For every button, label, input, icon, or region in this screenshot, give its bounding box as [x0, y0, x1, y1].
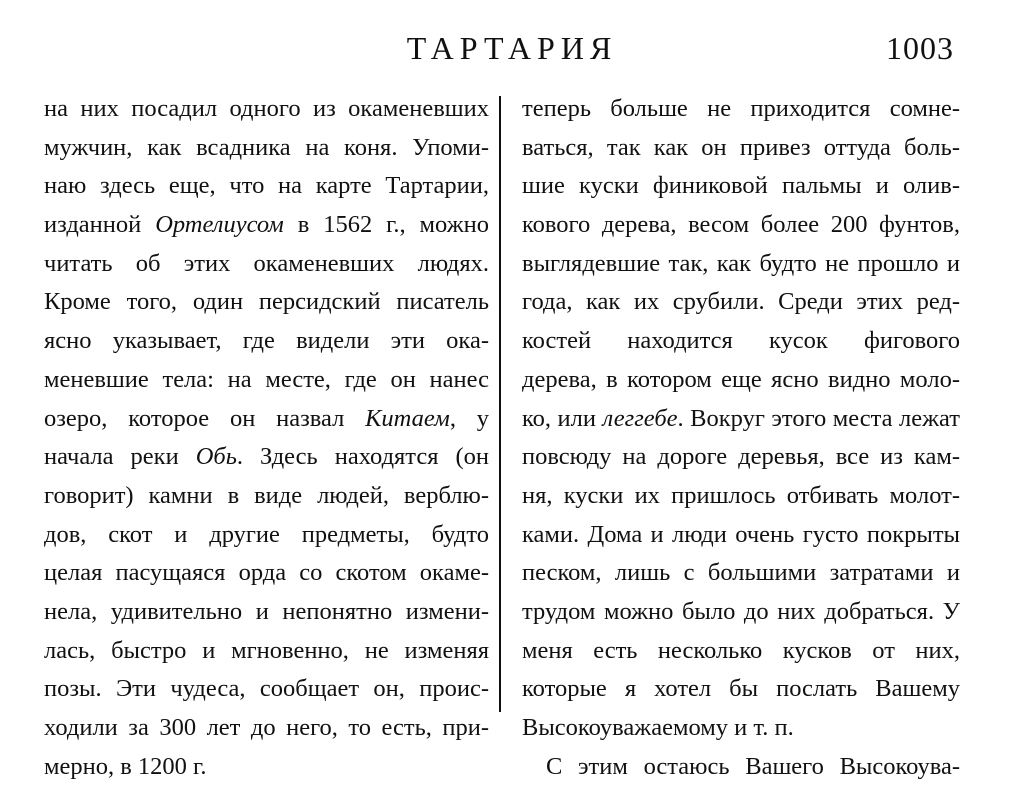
line-text: песком, лишь с большими затратами и	[522, 559, 960, 587]
line-text: начала реки	[44, 443, 196, 471]
line-text: лась, быстро и мгновенно, не изменяя	[44, 636, 489, 664]
text-line	[522, 516, 960, 555]
text-line	[522, 245, 960, 284]
text-line	[522, 167, 960, 206]
line-text: изданной	[44, 211, 156, 239]
line-text: . Здесь находятся (он	[236, 443, 490, 471]
line-text: меня есть несколько кусков от них,	[522, 636, 960, 664]
text-line	[44, 90, 489, 129]
line-text: позы. Эти чудеса, сообщает он, проис-	[44, 675, 489, 703]
text-line	[44, 670, 489, 709]
text-line	[522, 632, 960, 671]
left-text-column	[44, 90, 489, 786]
line-text: теперь больше не приходится сомне-	[522, 95, 960, 122]
column-divider	[499, 96, 501, 712]
line-text: ко, или	[522, 404, 603, 432]
line-text: меневшие тела: на месте, где он нанес	[44, 365, 489, 393]
text-line	[522, 283, 960, 322]
line-text: говорит) камни в виде людей, верблю-	[44, 481, 489, 509]
text-line	[44, 129, 489, 168]
italic-text: Китаем	[365, 404, 450, 432]
line-text: выглядевшие так, как будто не прошло и	[522, 249, 960, 277]
line-text: нела, удивительно и непонятно измени-	[44, 597, 489, 625]
line-text: в 1562 г., можно	[283, 211, 489, 239]
line-text: костей находится кусок фигового	[522, 327, 960, 355]
text-line	[44, 322, 489, 361]
text-line	[44, 632, 489, 671]
italic-text: Ортелиусом	[155, 211, 284, 239]
text-line	[522, 361, 960, 400]
text-line	[44, 516, 489, 555]
text-line	[44, 593, 489, 632]
right-text-column	[522, 90, 960, 786]
text-line	[44, 477, 489, 516]
text-line	[44, 554, 489, 593]
line-text: С этим остаюсь Вашего Высокоува-	[546, 752, 960, 780]
text-line	[522, 90, 960, 129]
line-text: ня, куски их пришлось отбивать молот-	[522, 481, 960, 509]
text-line	[522, 400, 960, 439]
text-line	[522, 129, 960, 168]
line-text: шие куски финиковой пальмы и олив-	[522, 172, 960, 200]
text-line	[44, 206, 489, 245]
line-text: читать об этих окаменевших людях.	[44, 249, 489, 277]
text-line	[522, 322, 960, 361]
line-text: повсюду на дороге деревья, все из кам-	[522, 443, 960, 471]
text-line	[522, 709, 960, 748]
line-text: . Вокруг этого места лежат	[677, 404, 960, 432]
text-line	[522, 206, 960, 245]
line-text: наю здесь еще, что на карте Тартарии,	[44, 172, 489, 200]
text-line	[522, 438, 960, 477]
page-number: 1003	[886, 30, 954, 66]
line-text: года, как их срубили. Среди этих ред-	[522, 288, 960, 316]
line-text: , у	[449, 404, 490, 432]
text-line	[44, 400, 489, 439]
text-line	[522, 477, 960, 516]
line-text: которые я хотел бы послать Вашему	[522, 675, 960, 703]
text-line	[44, 167, 489, 206]
text-line	[44, 748, 489, 786]
text-line	[44, 438, 489, 477]
text-line	[522, 748, 960, 786]
text-line	[522, 593, 960, 632]
italic-text: леггебе	[602, 404, 678, 432]
line-text: мужчин, как всадника на коня. Упоми-	[44, 133, 489, 161]
line-text: Высокоуважаемому и т. п.	[522, 714, 794, 741]
line-text: трудом можно было до них добраться. У	[522, 597, 960, 625]
line-text: Кроме того, один персидский писатель	[44, 288, 489, 316]
line-text: ясно указывает, где видели эти ока-	[44, 327, 489, 355]
text-line	[44, 709, 489, 748]
running-title: ТАРТАРИЯ	[406, 30, 618, 66]
text-line	[44, 283, 489, 322]
text-line	[522, 554, 960, 593]
line-text: на них посадил одного из окаменевших	[44, 95, 489, 122]
italic-text: Обь	[195, 443, 237, 471]
line-text: мерно, в 1200 г.	[44, 752, 207, 780]
text-line	[44, 245, 489, 284]
line-text: озеро, которое он назвал	[44, 404, 366, 432]
line-text: ходили за 300 лет до него, то есть, при-	[44, 714, 489, 741]
line-text: кового дерева, весом более 200 фунтов,	[522, 211, 960, 239]
text-line	[522, 670, 960, 709]
line-text: ками. Дома и люди очень густо покрыты	[522, 520, 960, 548]
line-text: ваться, так как он привез оттуда боль-	[522, 133, 960, 161]
line-text: дерева, в котором еще ясно видно моло-	[522, 365, 960, 393]
line-text: целая пасущаяся орда со скотом окаме-	[44, 559, 489, 587]
text-line	[44, 361, 489, 400]
line-text: дов, скот и другие предметы, будто	[44, 520, 489, 548]
